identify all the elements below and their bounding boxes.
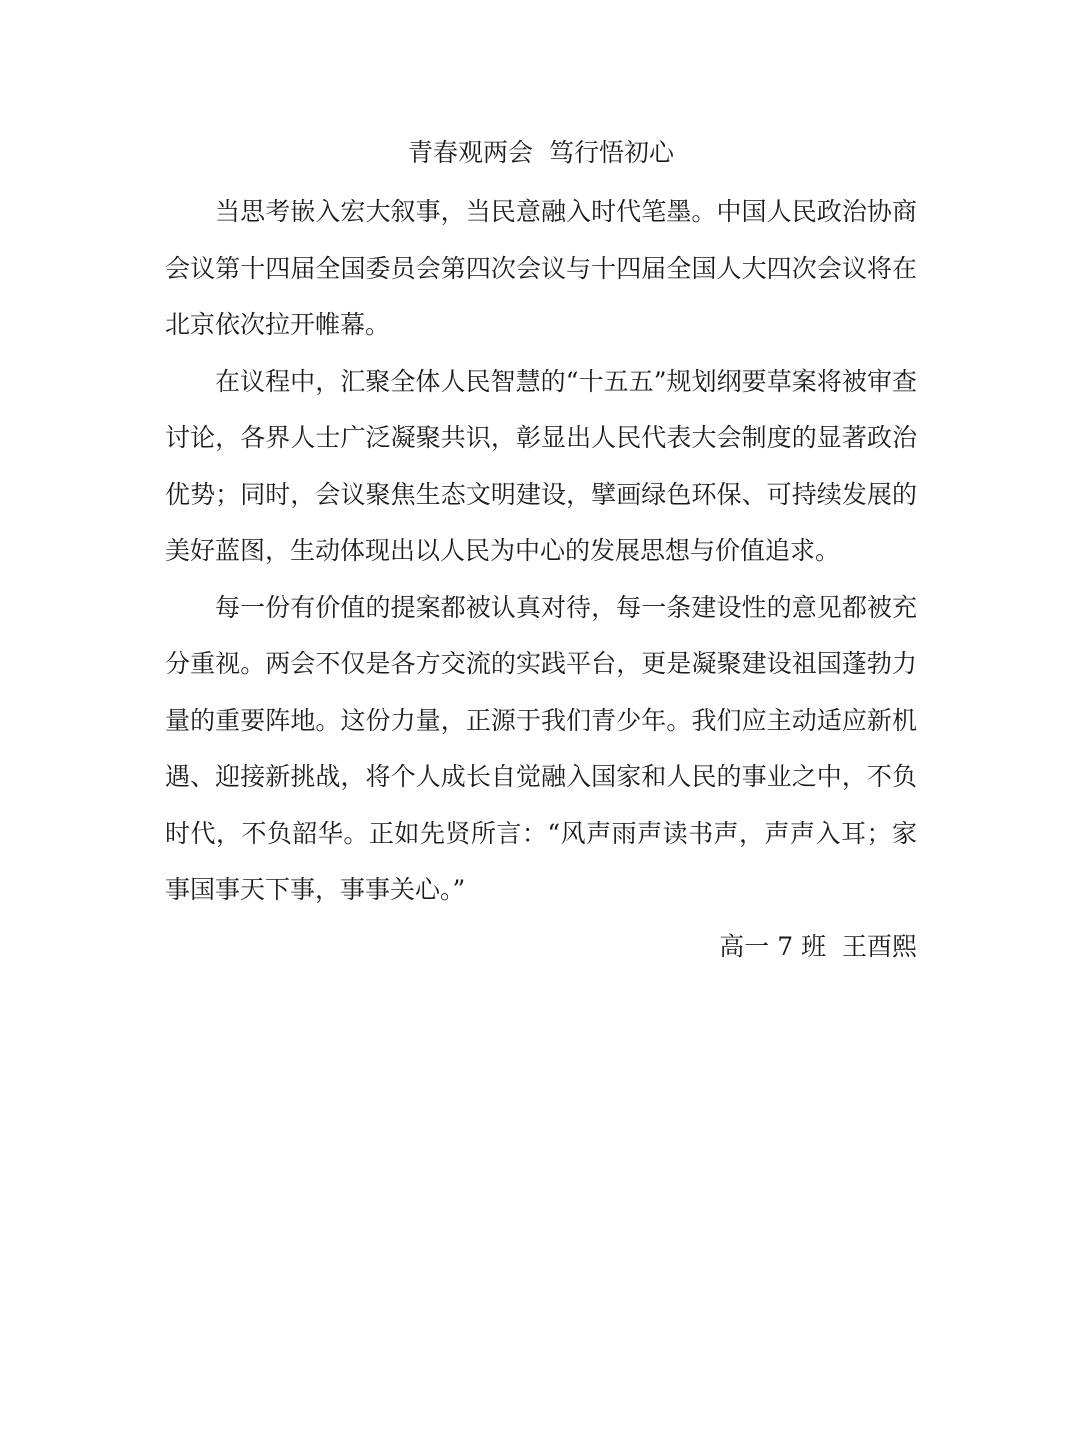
paragraph-3: 每一份有价值的提案都被认真对待，每一条建设性的意见都被充分重视。两会不仅是各方交流的实践平台，更是凝聚建设祖国蓬勃力量的重要阵地。这份力量，正源于我们青少年。我们应主动适应新机遇、迎接新挑战，将个人成长自觉融入国家和人民的事业之中，不负时代，不负韶华。正如先贤所言：“风声雨声读书声，声声入耳；家事国事天下事，事事关心。”	[165, 592, 917, 904]
paragraph-1: 当思考嵌入宏大叙事，当民意融入时代笔墨。中国人民政治协商会议第十四届全国委员会第四次会议与十四届全国人大四次会议将在北京依次拉开帷幕。	[165, 197, 917, 339]
paragraph-2: 在议程中，汇聚全体人民智慧的“十五五”规划纲要草案将被审查讨论，各界人士广泛凝聚共识，彰显出人民代表大会制度的显著政治优势；同时，会议聚焦生态文明建设，擘画绿色环保、可持续发展的美好蓝图，生动体现出以人民为中心的发展思想与价值追求。	[165, 366, 917, 565]
document-title: 青春观两会 笃行悟初心	[408, 138, 674, 167]
document-page	[165, 128, 917, 975]
author-signature: 高一 7 班 王酉熙	[719, 931, 917, 961]
